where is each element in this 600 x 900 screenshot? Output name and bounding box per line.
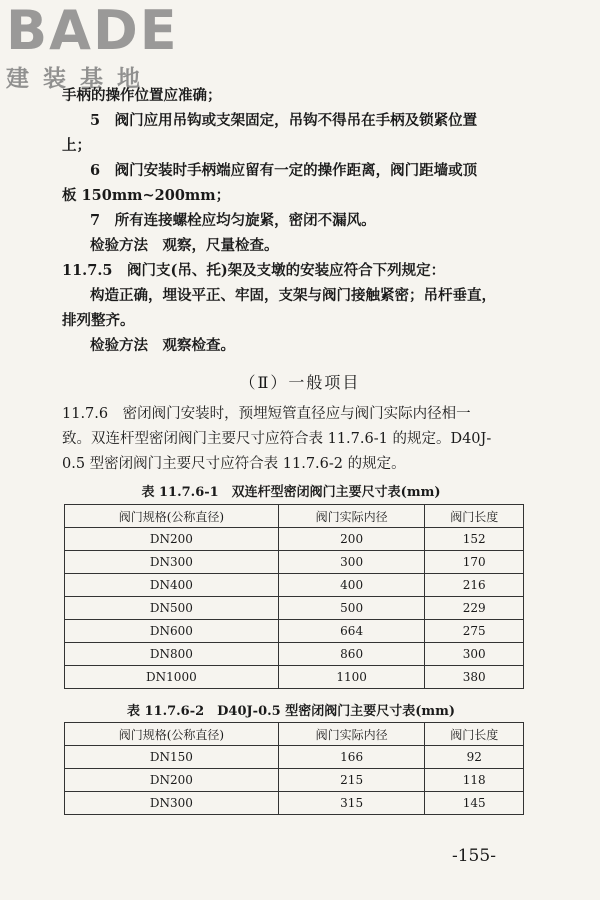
table-cell: 300 <box>425 643 524 666</box>
paragraph-line: 板 150mm~200mm； <box>62 187 231 204</box>
table-cell: 145 <box>425 792 524 815</box>
table-cell: 380 <box>425 666 524 689</box>
table2 <box>64 722 524 815</box>
table-header-cell: 阀门实际内径 <box>278 723 425 746</box>
table-header-cell: 阀门规格(公称直径) <box>65 723 279 746</box>
paragraph-line: 上； <box>62 137 91 154</box>
paragraph-line: 7 所有连接螺栓应均匀旋紧，密闭不漏风。 <box>90 212 376 229</box>
clause-text: 11.7.6 密闭阀门安装时，预埋短管直径应与阀门实际内径相一 <box>62 406 471 422</box>
table-row <box>65 620 524 643</box>
clause-heading: 11.7.5 阀门支(吊、托)架及支墩的安装应符合下列规定： <box>62 262 446 279</box>
table-header-row <box>65 723 524 746</box>
paragraph-line: 排列整齐。 <box>62 312 135 329</box>
table-cell: 860 <box>278 643 425 666</box>
table-cell: 170 <box>425 551 524 574</box>
table-row <box>65 746 524 769</box>
table-cell: 1100 <box>278 666 425 689</box>
table1-caption: 表 11.7.6-1 双连杆型密闭阀门主要尺寸表(mm) <box>141 485 441 500</box>
paragraph-line: 手柄的操作位置应准确； <box>62 87 222 104</box>
table-row <box>65 666 524 689</box>
table-row <box>65 551 524 574</box>
table-row <box>65 643 524 666</box>
table-cell: 275 <box>425 620 524 643</box>
table-cell: 229 <box>425 597 524 620</box>
table2-caption: 表 11.7.6-2 D40J-0.5 型密闭阀门主要尺寸表(mm) <box>126 704 456 719</box>
table1 <box>64 504 524 689</box>
table-cell: DN300 <box>65 792 279 815</box>
table-cell: DN600 <box>65 620 279 643</box>
table-cell: 152 <box>425 528 524 551</box>
table-row <box>65 528 524 551</box>
clause-text: 致。双连杆型密闭阀门主要尺寸应符合表 11.7.6-1 的规定。D40J- <box>62 431 492 447</box>
table-cell: 166 <box>278 746 425 769</box>
logo-subtext: 建装基地 <box>6 66 154 92</box>
page-number: -155- <box>452 846 496 866</box>
table-cell: 300 <box>278 551 425 574</box>
table-row <box>65 792 524 815</box>
table-cell: 200 <box>278 528 425 551</box>
logo-text: BADE <box>6 0 179 62</box>
table-cell: 400 <box>278 574 425 597</box>
table-cell: DN200 <box>65 769 279 792</box>
table-cell: DN1000 <box>65 666 279 689</box>
paragraph-line: 检验方法 观察，尺量检查。 <box>90 237 279 254</box>
table-cell: DN300 <box>65 551 279 574</box>
table-header-cell: 阀门实际内径 <box>278 505 425 528</box>
table-header-cell: 阀门规格(公称直径) <box>65 505 279 528</box>
paragraph-line: 6 阀门安装时手柄端应留有一定的操作距离，阀门距墙或顶 <box>90 162 478 179</box>
table-row <box>65 769 524 792</box>
table-cell: DN200 <box>65 528 279 551</box>
table-cell: 500 <box>278 597 425 620</box>
section-heading: （Ⅱ）一般项目 <box>239 373 361 392</box>
paragraph-line: 检验方法 观察检查。 <box>90 337 235 354</box>
clause-text: 0.5 型密闭阀门主要尺寸应符合表 11.7.6-2 的规定。 <box>62 456 406 472</box>
table-cell: 215 <box>278 769 425 792</box>
table-row <box>65 597 524 620</box>
table-row <box>65 574 524 597</box>
table-cell: 216 <box>425 574 524 597</box>
table-header-cell: 阀门长度 <box>425 505 524 528</box>
table-cell: 664 <box>278 620 425 643</box>
paragraph-line: 5 阀门应用吊钩或支架固定，吊钩不得吊在手柄及锁紧位置 <box>90 112 478 129</box>
table-cell: DN150 <box>65 746 279 769</box>
watermark-logo <box>6 0 179 93</box>
table-cell: DN500 <box>65 597 279 620</box>
table-header-cell: 阀门长度 <box>425 723 524 746</box>
table-cell: DN400 <box>65 574 279 597</box>
table-cell: 315 <box>278 792 425 815</box>
table-cell: 118 <box>425 769 524 792</box>
table-cell: 92 <box>425 746 524 769</box>
table-header-row <box>65 505 524 528</box>
paragraph-line: 构造正确，埋设平正、牢固，支架与阀门接触紧密；吊杆垂直， <box>90 287 496 304</box>
table-cell: DN800 <box>65 643 279 666</box>
